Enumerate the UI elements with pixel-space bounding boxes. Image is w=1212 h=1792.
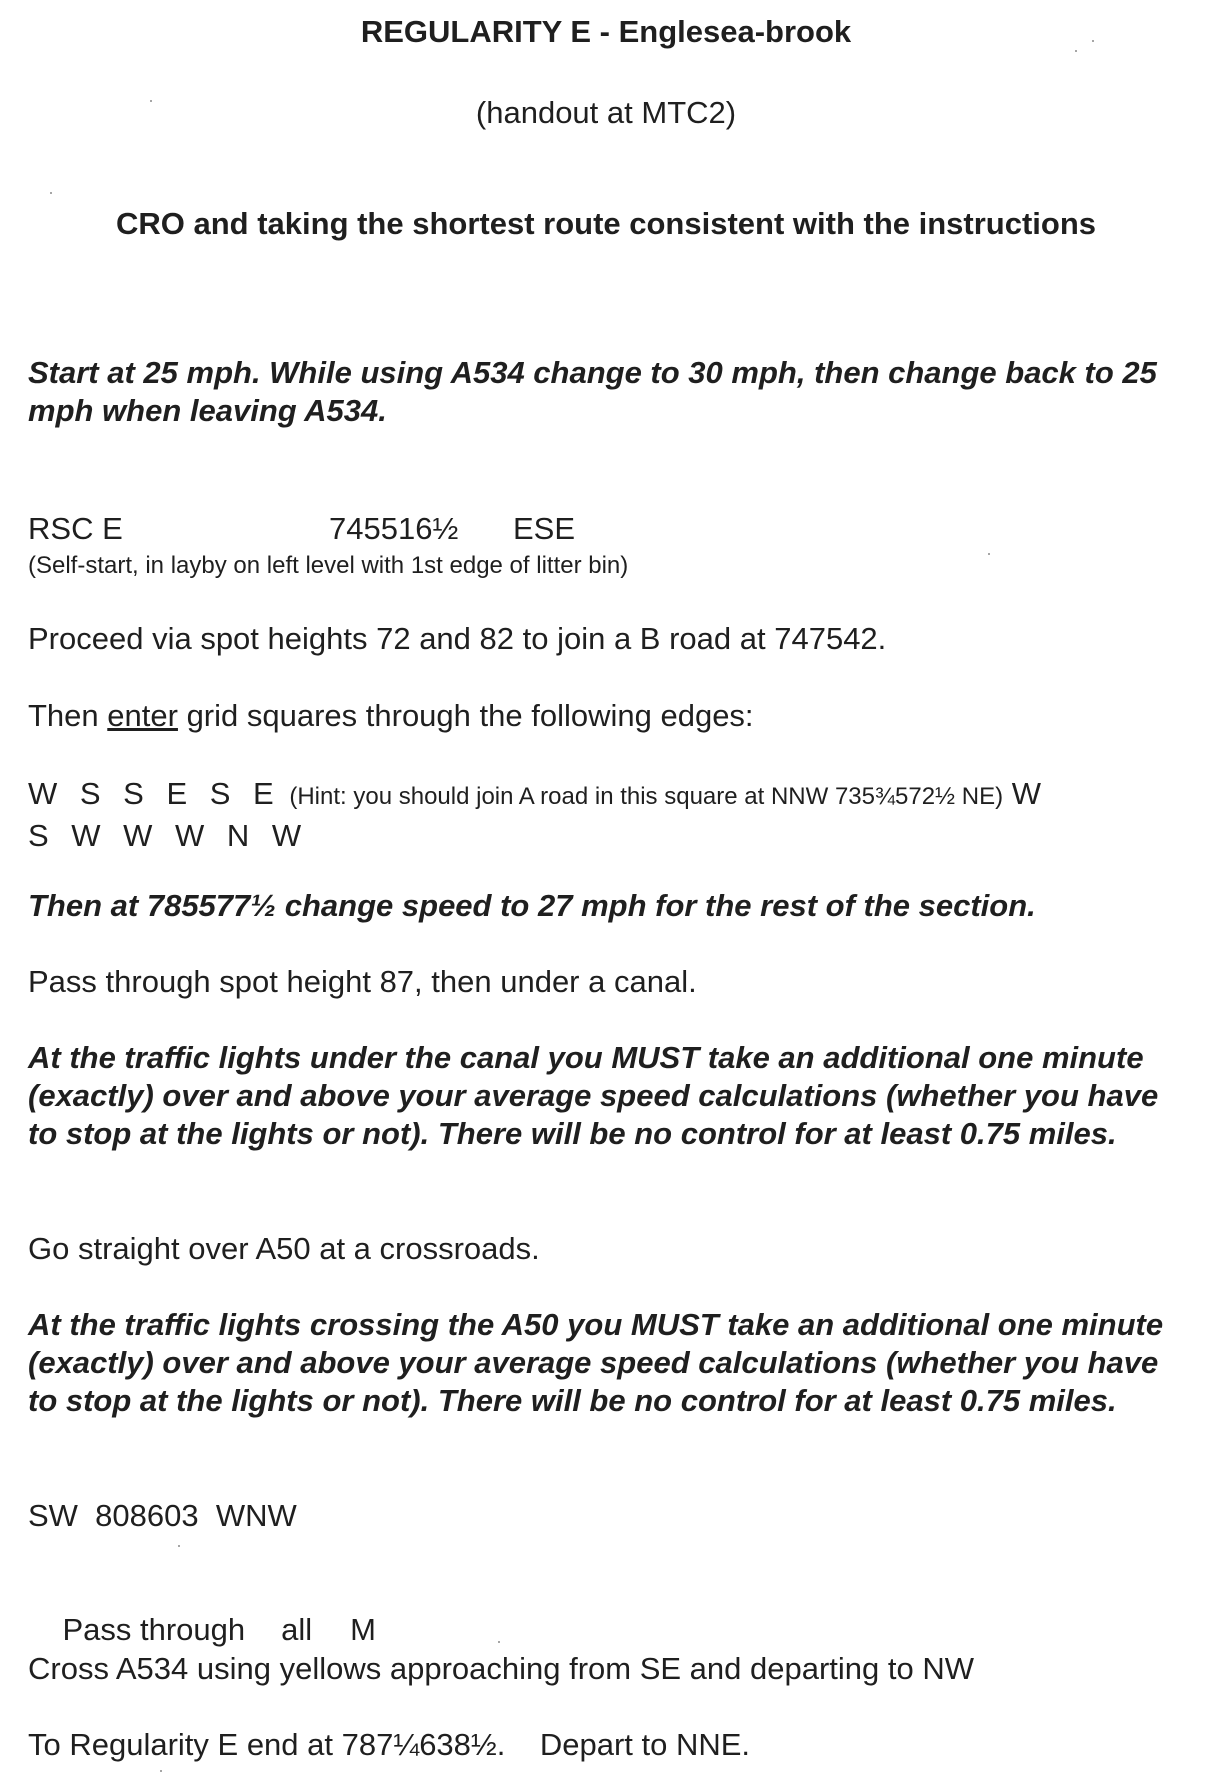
edges-part1: W S S E S E [28,776,281,811]
pass-through-qualifier: all [281,1612,313,1647]
edges-hint: (Hint: you should join A road in this square at NNW 735¾572½ NE) [289,783,1004,810]
rsc-note: (Self-start, in layby on left level with 1st edge of litter bin) [28,552,629,579]
scan-speck [988,553,990,555]
sw-reference: SW 808603 WNW [28,1498,297,1533]
proceed-instruction: Proceed via spot heights 72 and 82 to join a B road at 747542. [28,621,887,656]
scan-speck [1075,50,1077,52]
cross-a534-instruction: Cross A534 using yellows approaching from SE and departing to NW [28,1651,974,1686]
grid-entry-instruction [28,697,1188,735]
scan-speck [150,100,152,102]
rsc-direction: ESE [513,511,576,546]
crossroads-instruction: Go straight over A50 at a crossroads. [28,1231,540,1266]
edges-part2: W [1011,776,1041,811]
scan-speck [160,1770,162,1772]
a50-traffic-lights-instruction: At the traffic lights crossing the A50 you MUST take an additional one minute (exactly) over and above your average speed calculations (whether you have to stop at the lights or not). There will be no control for at least 0.75 miles. [28,1307,1164,1418]
scan-speck [178,1545,180,1547]
end-instruction: To Regularity E end at 787¼638½. Depart to NNE. [28,1727,751,1762]
scan-speck [50,192,52,194]
grid-entry-underlined: enter [107,698,178,733]
rsc-label: RSC E [28,511,123,546]
spot-height-instruction: Pass through spot height 87, then under a canal. [28,964,697,999]
grid-edges [28,773,1188,857]
edges-part3: S W W W N W [28,818,309,853]
scan-speck [1092,40,1094,42]
grid-entry-prefix: Then [28,698,108,733]
document-title: REGULARITY E - Englesea-brook [360,14,852,49]
canal-traffic-lights-instruction: At the traffic lights under the canal you MUST take an additional one minute (exactly) over and above your average speed calculations (whether you have to stop at the lights or not). There will be no control for at least 0.75 miles. [28,1040,1159,1151]
grid-entry-suffix: grid squares through the following edges: [177,698,754,733]
pass-through-letter: M [350,1612,376,1647]
route-instruction: CRO and taking the shortest route consistent with the instructions [115,206,1097,241]
pass-through-text: Pass through [62,1612,246,1647]
speed-change-instruction: Then at 785577½ change speed to 27 mph for the rest of the section. [28,888,1036,923]
rsc-grid-ref: 745516½ [329,511,459,546]
scan-speck [498,1641,500,1643]
start-speed-instruction: Start at 25 mph. While using A534 change to 30 mph, then change back to 25 mph when leaving A534. [28,355,1157,428]
document-subtitle: (handout at MTC2) [475,95,737,130]
